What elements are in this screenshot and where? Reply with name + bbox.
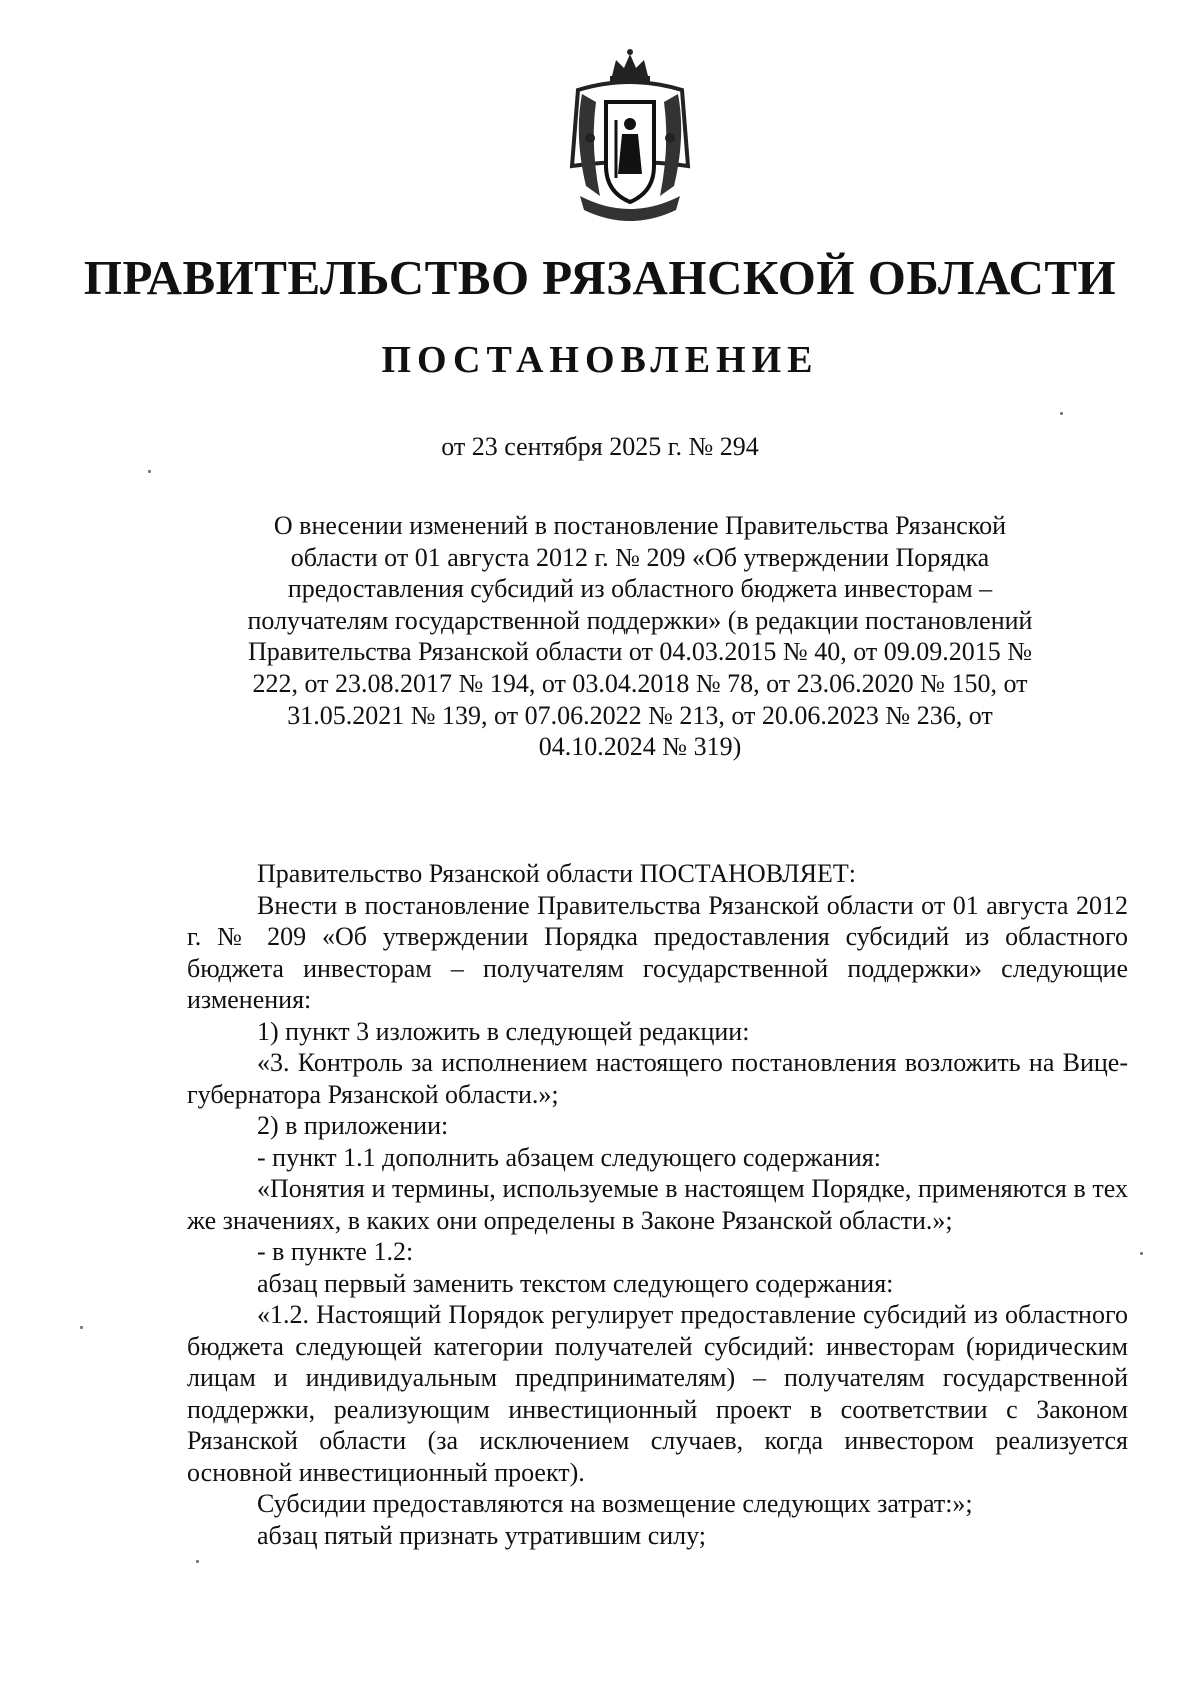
body-paragraph: 2) в приложении: <box>257 1111 449 1140</box>
scan-speck <box>1060 412 1063 415</box>
government-title: ПРАВИТЕЛЬСТВО РЯЗАНСКОЙ ОБЛАСТИ <box>83 250 1117 305</box>
document-type-title: ПОСТАНОВЛЕНИЕ <box>381 339 819 381</box>
body-paragraph: Субсидии предоставляются на возмещение следующих затрат:»; <box>257 1489 973 1518</box>
body-paragraph: - в пункте 1.2: <box>257 1237 414 1266</box>
resolution-body <box>187 858 1128 1551</box>
body-paragraph: Внести в постановление Правительства Рязанской области от 01 августа 2012 г. № 209 «Об утверждении Порядка предоставления субсидий из областного бюджета инвесторам – получателям государственной поддержки» следующие изменения: <box>187 890 1128 1014</box>
scan-speck <box>148 470 151 473</box>
body-paragraph: - пункт 1.1 дополнить абзацем следующего содержания: <box>257 1142 881 1172</box>
body-paragraph: 1) пункт 3 изложить в следующей редакции: <box>257 1016 750 1046</box>
resolution-subject: О внесении изменений в постановление Правительства Рязанской области от 01 августа 2012 г. № 209 «Об утверждении Порядка предоставления субсидий из областного бюджета инвесторам – получателям государственной поддержки» (в редакции постановлений Правительства Рязанской области от 04.03.2015 № 40, от 09.09.2015 № 222, от 23.08.2017 № 194, от 03.04.2018 № 78, от 23.06.2020 № 150, от 31.05.2021 № 139, от 07.06.2022 № 213, от 20.06.2023 № 236, от 04.10.2024 № 319) <box>247 511 1033 762</box>
document-date-number: от 23 сентября 2025 г. № 294 <box>441 432 759 461</box>
coat-of-arms-emblem <box>560 46 700 236</box>
body-paragraph: Правительство Рязанской области ПОСТАНОВЛЯЕТ: <box>257 859 857 888</box>
body-paragraph: «1.2. Настоящий Порядок регулирует предоставление субсидий из областного бюджета следующей категории получателей субсидий: инвесторам (юридическим лицам и индивидуальным предпринимателям) – получателям государственной поддержки, реализующим инвестиционный проект в соответствии с Законом Рязанской области (за исключением случаев, когда инвестором реализуется основной инвестиционный проект). <box>187 1300 1128 1487</box>
scan-speck <box>1140 1252 1143 1255</box>
body-paragraph: абзац пятый признать утратившим силу; <box>257 1520 707 1550</box>
body-paragraph: «Понятия и термины, используемые в настоящем Порядке, применяются в тех же значениях, в каких они определены в Законе Рязанской области.»; <box>187 1174 1128 1235</box>
body-paragraph: абзац первый заменить текстом следующего содержания: <box>257 1268 894 1298</box>
scan-speck <box>80 1326 83 1329</box>
body-paragraph: «3. Контроль за исполнением настоящего постановления возложить на Вице-губернатора Рязанской области.»; <box>187 1048 1128 1109</box>
scan-speck <box>196 1560 199 1563</box>
